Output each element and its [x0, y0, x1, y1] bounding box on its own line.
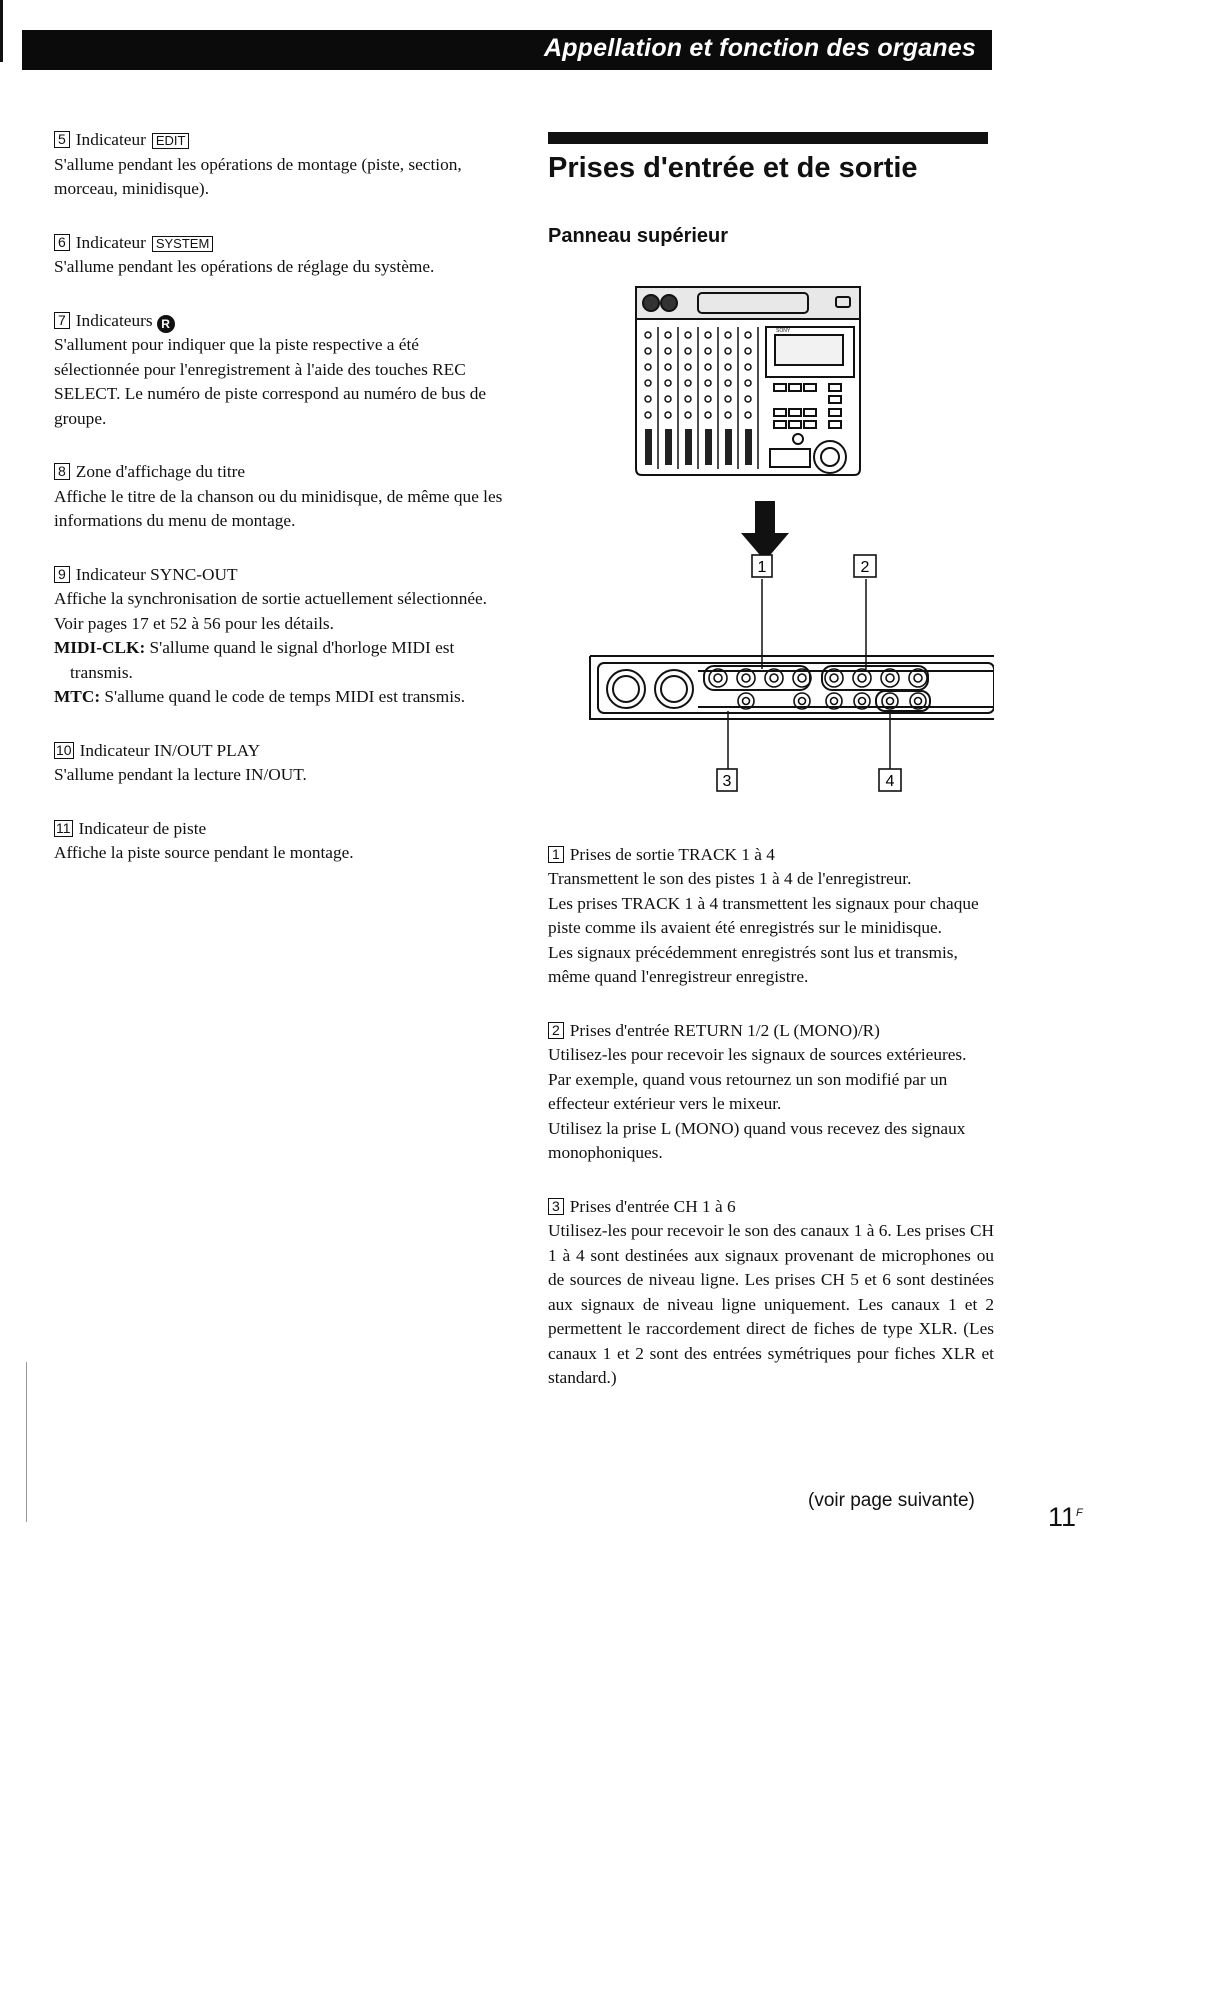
callout-1: 1 [757, 558, 767, 576]
item-title: Indicateur IN/OUT PLAY [79, 740, 261, 760]
item-number: 3 [548, 1198, 564, 1215]
edit-label: EDIT [152, 133, 190, 149]
scan-mark [26, 1362, 27, 1522]
item-text: Affiche le titre de la chanson ou du minidisque, de même que les informations du menu de montage. [54, 486, 503, 530]
page-number [1048, 1502, 1083, 1533]
item-title: Indicateur SYNC-OUT [75, 564, 238, 584]
item-text: S'allume pendant les opérations de montage (piste, section, morceau, minidisque). [54, 154, 462, 198]
item-text: S'allume pendant la lecture IN/OUT. [54, 765, 307, 784]
rec-badge-icon: R [157, 315, 175, 333]
system-label: SYSTEM [152, 236, 213, 252]
item-title: Indicateurs [75, 310, 153, 330]
item-title: Indicateur de piste [78, 818, 207, 838]
list-item [548, 1195, 994, 1391]
item-title: Indicateur [75, 130, 146, 149]
item-title: Zone d'affichage du titre [75, 462, 246, 481]
connector-panel [590, 656, 994, 719]
header-title: Appellation et fonction des organes [543, 34, 976, 62]
definition-text: S'allume quand le code de temps MIDI est transmis. [104, 687, 466, 706]
list-item [54, 128, 504, 202]
item-text: S'allume pendant les opérations de réglage du système. [54, 257, 435, 276]
section-subtitle: Panneau supérieur [548, 225, 729, 247]
item-number: 8 [54, 463, 70, 480]
item-number: 9 [54, 566, 70, 583]
item-text: S'allument pour indiquer que la piste respective a été sélectionnée pour l'enregistrement à l'aide des touches REC SELECT. Le numéro de piste correspond au numéro de bus de groupe. [54, 335, 487, 428]
list-item [548, 1019, 994, 1166]
section-title: Prises d'entrée et de sortie [548, 152, 918, 184]
list-item [54, 817, 504, 866]
item-text: Utilisez la prise L (MONO) quand vous recevez des signaux monophoniques. [548, 1118, 966, 1162]
item-number: 11 [56, 819, 71, 836]
item-number: 5 [54, 131, 70, 148]
definition-term: MIDI-CLK: [54, 638, 146, 657]
page-suffix: F [1076, 1507, 1083, 1519]
item-number: 7 [54, 312, 70, 329]
item-number: 6 [54, 234, 70, 251]
list-item [548, 843, 994, 990]
callout-2: 2 [860, 558, 870, 576]
definition [54, 636, 504, 685]
item-text: Affiche la piste source pendant le montage. [54, 843, 354, 862]
item-text: Les signaux précédemment enregistrés sont lus et transmis, même quand l'enregistreur enregistre. [548, 942, 958, 986]
brand-logo: SONY [776, 327, 791, 334]
item-text: Utilisez-les pour recevoir le son des canaux 1 à 6. Les prises CH 1 à 4 sont destinées aux signaux provenant de microphones ou de sources de niveau ligne. Les prises CH 5 et 6 sont destinées aux signaux de niveau ligne uniquement. Les canaux 1 et 2 permettent le raccordement direct de fiches de type XLR. (Les canaux 1 et 2 sont des entrées symétriques pour fiches XLR et standard.) [548, 1221, 994, 1387]
right-column [548, 132, 994, 1420]
item-text: Par exemple, quand vous retournez un son modifié par un effecteur extérieur vers le mixeur. [548, 1069, 948, 1113]
item-title: Prises d'entrée CH 1 à 6 [569, 1196, 736, 1216]
definition-term: MTC: [54, 687, 101, 706]
list-item [54, 739, 504, 788]
top-panel-figure [548, 269, 994, 849]
list-item [54, 231, 504, 280]
list-item [54, 309, 504, 432]
continued-note: (voir page suivante) [808, 1490, 975, 1511]
section-rule [548, 132, 988, 144]
header-bar [22, 30, 992, 70]
item-text: Affiche la synchronisation de sortie actuellement sélectionnée. [54, 589, 487, 608]
left-column [54, 128, 504, 895]
list-item [54, 563, 504, 710]
item-text: Utilisez-les pour recevoir les signaux de sources extérieures. [548, 1045, 967, 1064]
item-text: Voir pages 17 et 52 à 56 pour les détails. [54, 613, 334, 633]
callout-4: 4 [885, 772, 895, 790]
item-title: Indicateur [75, 232, 146, 252]
item-number: 1 [548, 846, 564, 863]
definition [54, 685, 504, 710]
item-title: Prises de sortie TRACK 1 à 4 [569, 844, 775, 864]
item-number: 2 [548, 1022, 564, 1039]
panel-diagram [548, 269, 994, 849]
down-arrow-icon [741, 501, 789, 561]
item-text: Les prises TRACK 1 à 4 transmettent les signaux pour chaque piste comme ils avaient été enregistrés sur le minidisque. [548, 893, 979, 937]
list-item [54, 460, 504, 534]
page-number-value: 11 [1048, 1502, 1077, 1532]
item-title: Prises d'entrée RETURN 1/2 (L (MONO)/R) [569, 1020, 880, 1040]
item-text: Transmettent le son des pistes 1 à 4 de l'enregistreur. [548, 869, 912, 888]
item-number: 10 [56, 741, 72, 758]
definition-text: S'allume quand le signal d'horloge MIDI est transmis. [70, 638, 455, 682]
margin-rule [0, 0, 3, 62]
callout-3: 3 [722, 772, 732, 790]
